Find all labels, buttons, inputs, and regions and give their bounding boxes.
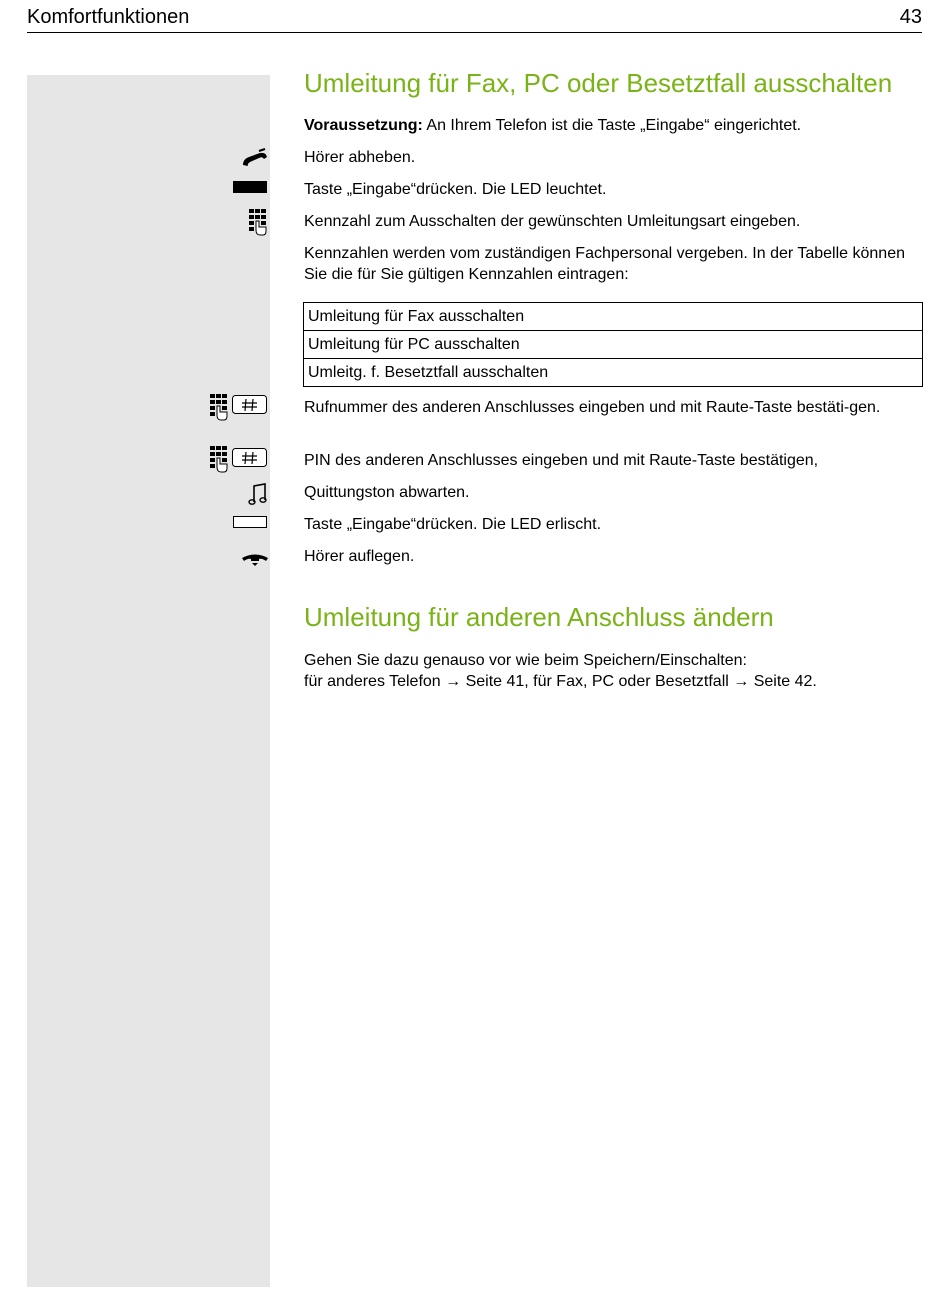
page-number: 43 (899, 6, 922, 28)
step-text: PIN des anderen Anschlusses eingeben und mit Raute-Taste bestätigen, (304, 452, 819, 469)
header-rule (27, 32, 922, 33)
step-text: Taste „Eingabe“drücken. Die LED leuchtet. (304, 181, 607, 198)
step-text: Rufnummer des anderen Anschlusses eingeben und mit Raute-Taste bestäti-gen. (304, 399, 881, 416)
step-text: Taste „Eingabe“drücken. Die LED erlischt. (304, 516, 602, 533)
tone-icon (248, 482, 268, 511)
step-text: Kennzahl zum Ausschalten der gewünschten Umleitungsart eingeben. (304, 213, 801, 230)
keypad-icon (209, 445, 229, 478)
table-cell: Umleitung für PC ausschalten (304, 331, 923, 359)
table-cell: Umleitg. f. Besetztfall ausschalten (304, 359, 923, 387)
handset-hangup-icon (240, 550, 270, 573)
table-row (304, 359, 923, 387)
note-paragraph: Kennzahlen werden vom zuständigen Fachpersonal vergeben. In der Tabelle können Sie die für Sie gültigen Kennzahlen eintragen: (304, 245, 905, 283)
body-text: Gehen Sie dazu genauso vor wie beim Speichern/Einschalten: (304, 652, 747, 669)
step-text: Quittungston abwarten. (304, 484, 470, 501)
hash-key-icon (232, 395, 268, 420)
section-header: Komfortfunktionen (27, 6, 190, 28)
prerequisite-label: Voraussetzung: (304, 117, 423, 134)
hash-key-icon (232, 448, 268, 473)
section-title: Umleitung für anderen Anschluss ändern (304, 602, 774, 632)
key-led-on-icon (233, 181, 268, 199)
prerequisite (304, 115, 912, 136)
section-title: Umleitung für Fax, PC oder Besetztfall ausschalten (304, 68, 893, 98)
table-cell: Umleitung für Fax ausschalten (304, 303, 923, 331)
table-row (304, 331, 923, 359)
step-text: Hörer abheben. (304, 149, 416, 166)
step-text: Hörer auflegen. (304, 548, 415, 565)
prerequisite-text: An Ihrem Telefon ist die Taste „Eingabe“ eingerichtet. (422, 117, 802, 134)
code-table (303, 302, 923, 387)
handset-lift-icon (240, 148, 270, 173)
key-led-off-icon (233, 516, 268, 534)
keypad-icon (248, 208, 268, 241)
page-reference-link[interactable]: für anderes Telefon → Seite 41, für Fax, PC oder Besetztfall → Seite 42. (304, 673, 817, 690)
keypad-icon (209, 393, 229, 426)
icon-sidebar (27, 75, 270, 1287)
table-row (304, 303, 923, 331)
